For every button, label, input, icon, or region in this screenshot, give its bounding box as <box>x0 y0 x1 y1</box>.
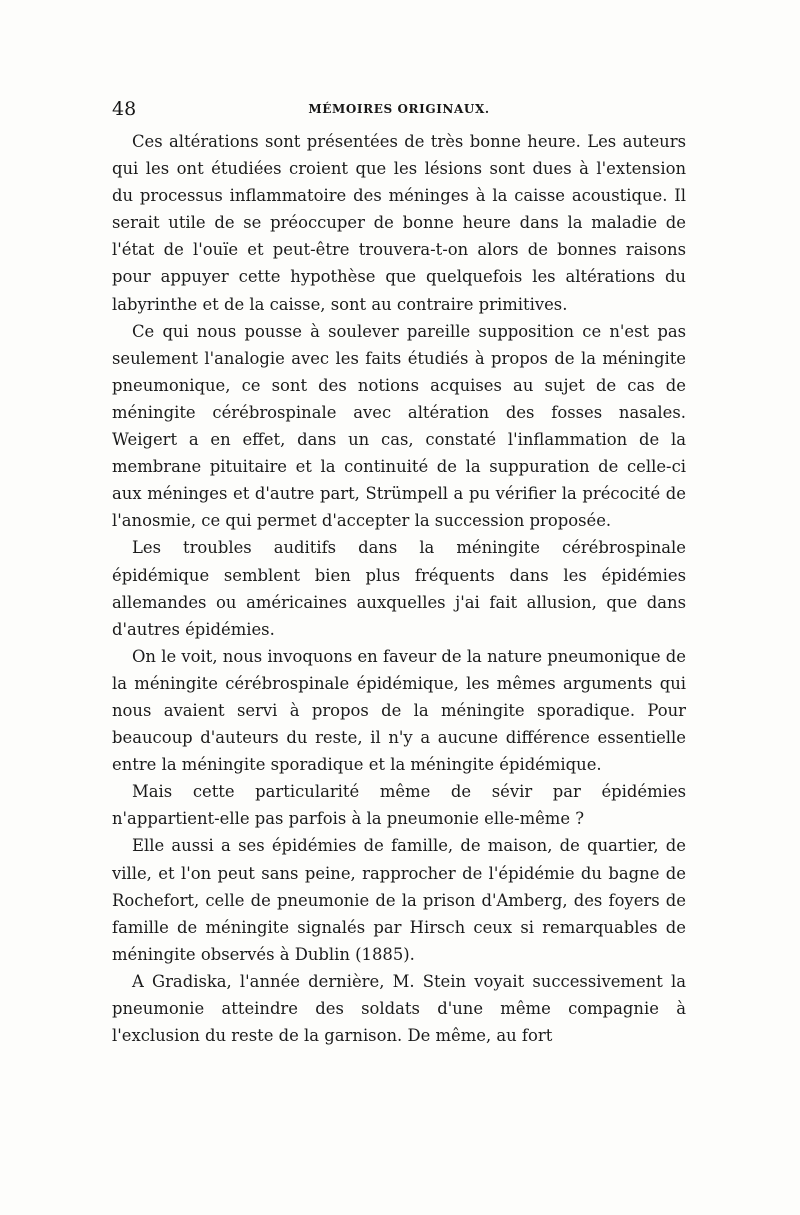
paragraph: Ces altérations sont présentées de très bonne heure. Les auteurs qui les ont étudiées croient que les lésions sont dues à l'extension du processus inflammatoire des méninges à la caisse acoustique. Il serait utile de se préoccuper de bonne heure dans la maladie de l'état de l'ouïe et peut-être trouvera-t-on alors de bonnes raisons pour appuyer cette hypothèse que quelquefois les altérations du labyrinthe et de la caisse, sont au contraire primitives. <box>112 132 686 314</box>
page-header <box>112 96 686 124</box>
body-text <box>112 128 686 1049</box>
paragraph: Les troubles auditifs dans la méningite cérébrospinale épidémique semblent bien plus fréquents dans les épidémies allemandes ou américaines auxquelles j'ai fait allusion, que dans d'autres épidémies. <box>112 538 686 639</box>
paragraph: A Gradiska, l'année dernière, M. Stein voyait successivement la pneumonie atteindre des soldats d'une même compagnie à l'exclusion du reste de la garnison. De même, au fort <box>112 971 686 1046</box>
running-title: MÉMOIRES ORIGINAUX. <box>308 102 490 116</box>
paragraph: On le voit, nous invoquons en faveur de la nature pneumonique de la méningite cérébrospinale épidémique, les mêmes arguments qui nous avaient servi à propos de la méningite sporadique. Pour beaucoup d'auteurs du reste, il n'y a aucune différence essentielle entre la méningite sporadique et la méningite épidémique. <box>112 646 686 775</box>
paragraph: Mais cette particularité même de sévir par épidémies n'appartient-elle pas parfois à la pneumonie elle-même ? <box>112 782 686 829</box>
page-number: 48 <box>112 98 137 120</box>
paragraph: Ce qui nous pousse à soulever pareille supposition ce n'est pas seulement l'analogie avec les faits étudiés à propos de la méningite pneumonique, ce sont des notions acquises au sujet de cas de méningite cérébrospinale avec altération des fosses nasales. Weigert a en effet, dans un cas, constaté l'inflammation de la membrane pituitaire et la continuité de la suppuration de celle-ci aux méninges et d'autre part, Strümpell a pu vérifier la précocité de l'anosmie, ce qui permet d'accepter la succession proposée. <box>112 321 686 531</box>
paragraph: Elle aussi a ses épidémies de famille, de maison, de quartier, de ville, et l'on peut sans peine, rapprocher de l'épidémie du bagne de Rochefort, celle de pneumonie de la prison d'Amberg, des foyers de famille de méningite signalés par Hirsch ceux si remarquables de méningite observés à Dublin (1885). <box>112 836 686 964</box>
